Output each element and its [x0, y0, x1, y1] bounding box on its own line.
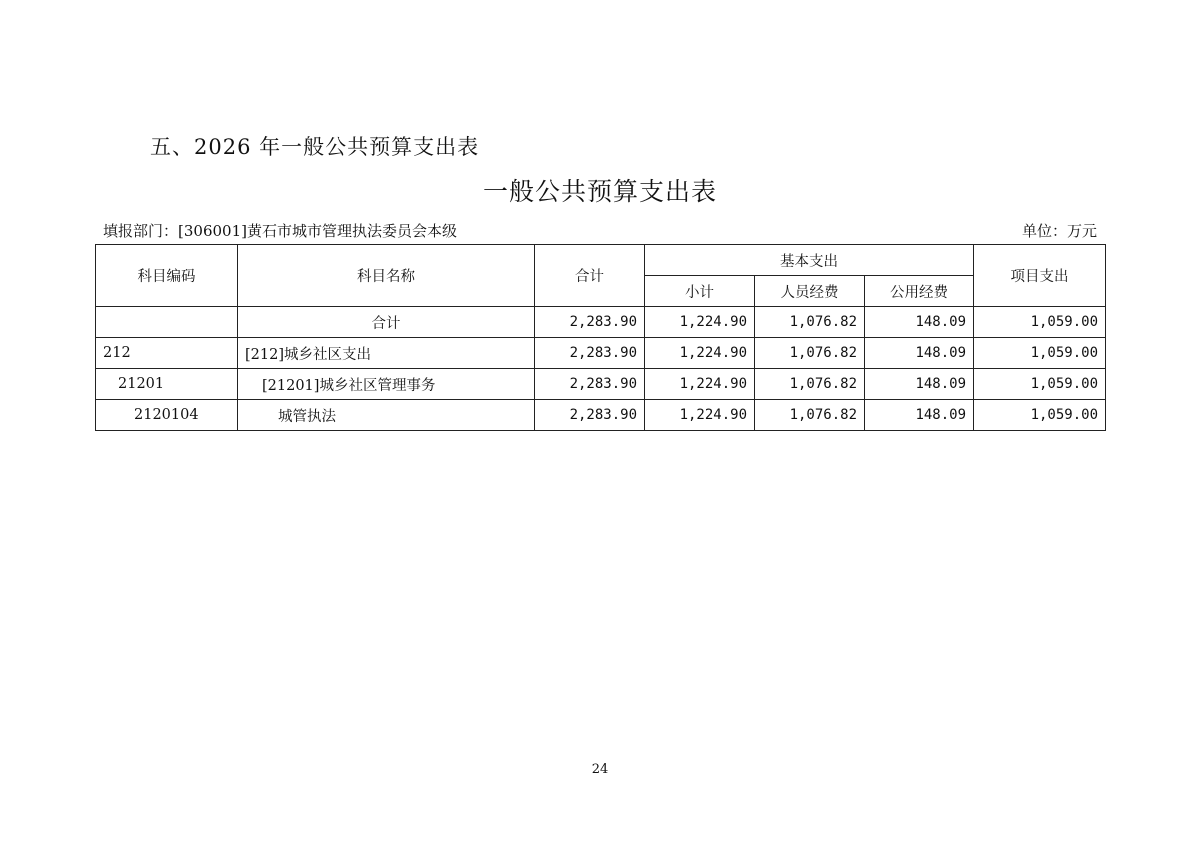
header-basic-expenditure: 基本支出	[645, 245, 974, 276]
header-personnel: 人员经费	[755, 276, 865, 307]
row-name: 城管执法	[238, 400, 535, 431]
row-total: 2,283.90	[535, 338, 645, 369]
row-subtotal: 1,224.90	[645, 338, 755, 369]
table-row	[96, 338, 1106, 369]
row-code	[96, 307, 238, 338]
table-title: 一般公共预算支出表	[482, 177, 717, 206]
row-name: [212]城乡社区支出	[238, 338, 535, 369]
row-subtotal: 1,224.90	[645, 307, 755, 338]
row-public: 148.09	[865, 369, 974, 400]
row-total: 2,283.90	[535, 400, 645, 431]
row-personnel: 1,076.82	[755, 369, 865, 400]
header-subtotal: 小计	[645, 276, 755, 307]
department-label: 填报部门：[306001]黄石市城市管理执法委员会本级	[103, 222, 457, 240]
header-total: 合计	[535, 245, 645, 307]
row-public: 148.09	[865, 338, 974, 369]
row-project: 1,059.00	[974, 338, 1106, 369]
header-name: 科目名称	[238, 245, 535, 307]
row-public: 148.09	[865, 400, 974, 431]
section-heading: 五、2026 年一般公共预算支出表	[150, 135, 480, 159]
page-number: 24	[591, 762, 609, 777]
row-code: 21201	[96, 369, 238, 400]
budget-expenditure-table	[95, 244, 1106, 431]
header-row-1	[96, 245, 1106, 276]
row-personnel: 1,076.82	[755, 400, 865, 431]
row-project: 1,059.00	[974, 400, 1106, 431]
row-name: 合计	[238, 307, 535, 338]
row-name: [21201]城乡社区管理事务	[238, 369, 535, 400]
row-project: 1,059.00	[974, 307, 1106, 338]
row-code: 2120104	[96, 400, 238, 431]
header-project-expenditure: 项目支出	[974, 245, 1106, 307]
row-public: 148.09	[865, 307, 974, 338]
row-project: 1,059.00	[974, 369, 1106, 400]
row-code: 212	[96, 338, 238, 369]
row-personnel: 1,076.82	[755, 338, 865, 369]
row-subtotal: 1,224.90	[645, 400, 755, 431]
header-public: 公用经费	[865, 276, 974, 307]
row-subtotal: 1,224.90	[645, 369, 755, 400]
unit-label: 单位：万元	[1021, 222, 1097, 240]
table-row	[96, 307, 1106, 338]
header-code: 科目编码	[96, 245, 238, 307]
row-personnel: 1,076.82	[755, 307, 865, 338]
row-total: 2,283.90	[535, 369, 645, 400]
table-row	[96, 369, 1106, 400]
row-total: 2,283.90	[535, 307, 645, 338]
table-row	[96, 400, 1106, 431]
